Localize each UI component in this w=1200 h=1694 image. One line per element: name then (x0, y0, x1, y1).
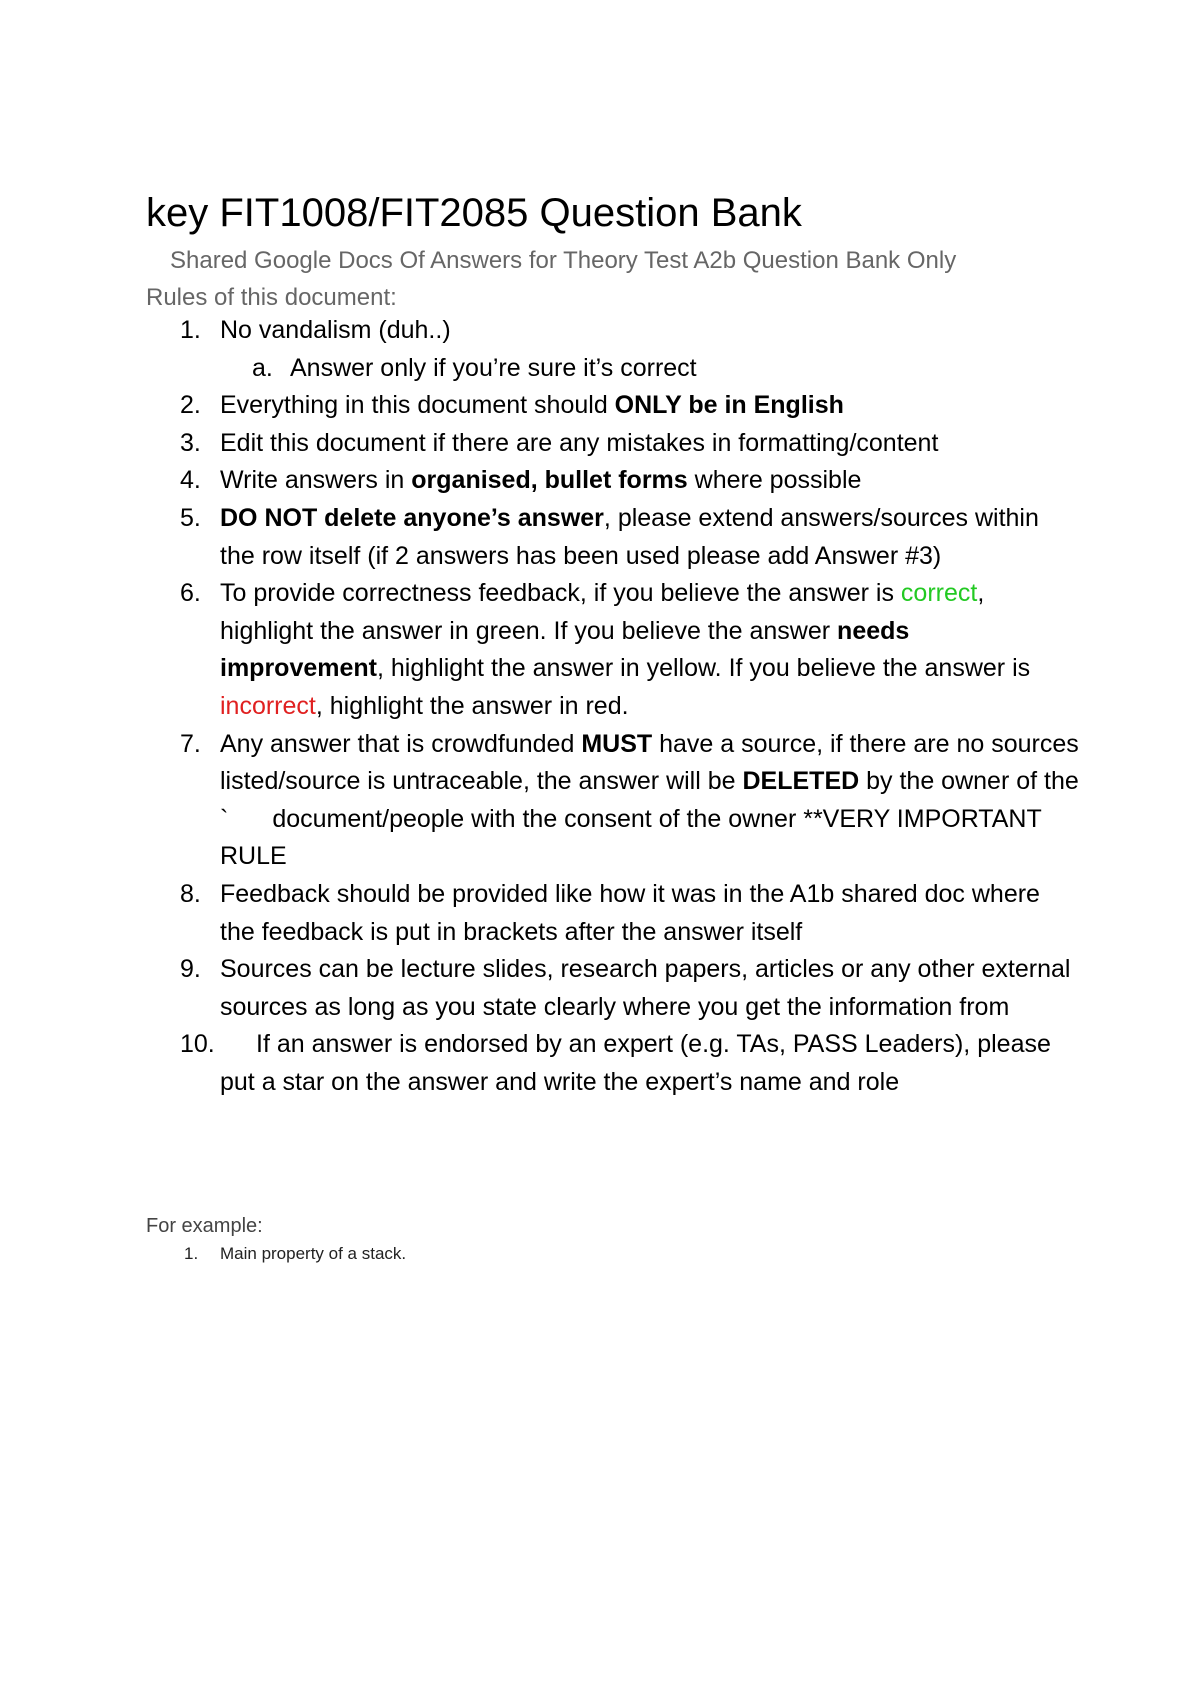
rule-text: If an answer is endorsed by an expert (e.g. TAs, PASS Leaders), please put a star on the answer and write the expert’s name and role (220, 1030, 1051, 1096)
rule-number: 1. (180, 316, 201, 344)
rule-bold-text: DO NOT delete anyone’s answer (220, 503, 604, 532)
example-list-item (184, 1243, 406, 1265)
rule-number: 2. (180, 391, 201, 420)
rule-text: have a source, if there are no sources listed/source is untraceable, the answer will be (220, 729, 1079, 796)
document-title: key FIT1008/FIT2085 Question Bank (146, 191, 802, 235)
correct-highlight-text: correct (900, 579, 978, 608)
rule-number: 8. (180, 879, 201, 908)
rule-text: Sources can be lecture slides, research papers, articles or any other external sources as long as you state clearly where you get the information from (220, 955, 1071, 1021)
incorrect-highlight-text: incorrect (220, 691, 316, 720)
example-text: Main property of a stack. (220, 1244, 407, 1263)
rule-text: Edit this document if there are any mistakes in formatting/content (220, 428, 939, 457)
rule-number: 6. (180, 579, 201, 608)
rule-text: No vandalism (duh..) (220, 316, 451, 344)
rules-list (180, 312, 1080, 1101)
rule-bold-text: MUST (581, 729, 653, 758)
rules-heading: Rules of this document: (146, 284, 397, 311)
rule-text: document/people with the consent of the owner **VERY IMPORTANT RULE (220, 804, 1042, 871)
example-number: 1. (184, 1244, 199, 1263)
rule-text: , highlight the answer in green. If you believe the answer (220, 579, 985, 645)
rule-number: 5. (180, 503, 201, 532)
rule-text: Answer only if you’re sure it’s correct (290, 353, 697, 382)
rule-9 (180, 951, 1080, 1026)
rule-number: 3. (180, 428, 201, 457)
rule-text: To provide correctness feedback, if you believe the answer is (220, 579, 901, 608)
rule-text: where possible (687, 466, 862, 495)
rule-bold-text: ONLY be in English (614, 391, 844, 420)
rule-1 (180, 312, 1080, 350)
rule-8 (180, 876, 1080, 951)
rule-bold-text: DELETED (742, 767, 860, 796)
rule-2 (180, 387, 1080, 425)
rule-text: by the owner of the ` (220, 767, 1079, 833)
rule-text: , please extend answers/sources within the row itself (if 2 answers has been used please add Answer #3) (220, 503, 1039, 570)
rule-number: 9. (180, 955, 201, 984)
rule-3 (180, 425, 1080, 463)
rule-6 (180, 575, 1080, 725)
rule-text: Everything in this document should (220, 391, 615, 420)
rule-bold-text: organised, bullet forms (411, 466, 688, 495)
rule-1a (180, 350, 1080, 388)
rule-10 (180, 1026, 1080, 1101)
rule-text: , highlight the answer in yellow. If you believe the answer is (376, 654, 1031, 683)
rule-text: Any answer that is crowdfunded (220, 729, 582, 758)
rule-number: a. (252, 353, 273, 382)
rule-number: 4. (180, 466, 201, 495)
example-heading: For example: (146, 1215, 263, 1237)
rule-number: 7. (180, 729, 201, 758)
rule-5 (180, 500, 1080, 575)
document-subtitle: Shared Google Docs Of Answers for Theory Test A2b Question Bank Only (170, 247, 957, 274)
rule-4 (180, 462, 1080, 500)
rule-text: Feedback should be provided like how it was in the A1b shared doc where the feedback is put in brackets after the answer itself (220, 879, 1040, 946)
rule-number: 10. (180, 1030, 215, 1059)
rule-text: , highlight the answer in red. (315, 691, 629, 720)
rule-text: Write answers in (220, 466, 412, 495)
rule-bold-text: needs improvement (220, 616, 910, 683)
rule-7 (180, 726, 1080, 876)
